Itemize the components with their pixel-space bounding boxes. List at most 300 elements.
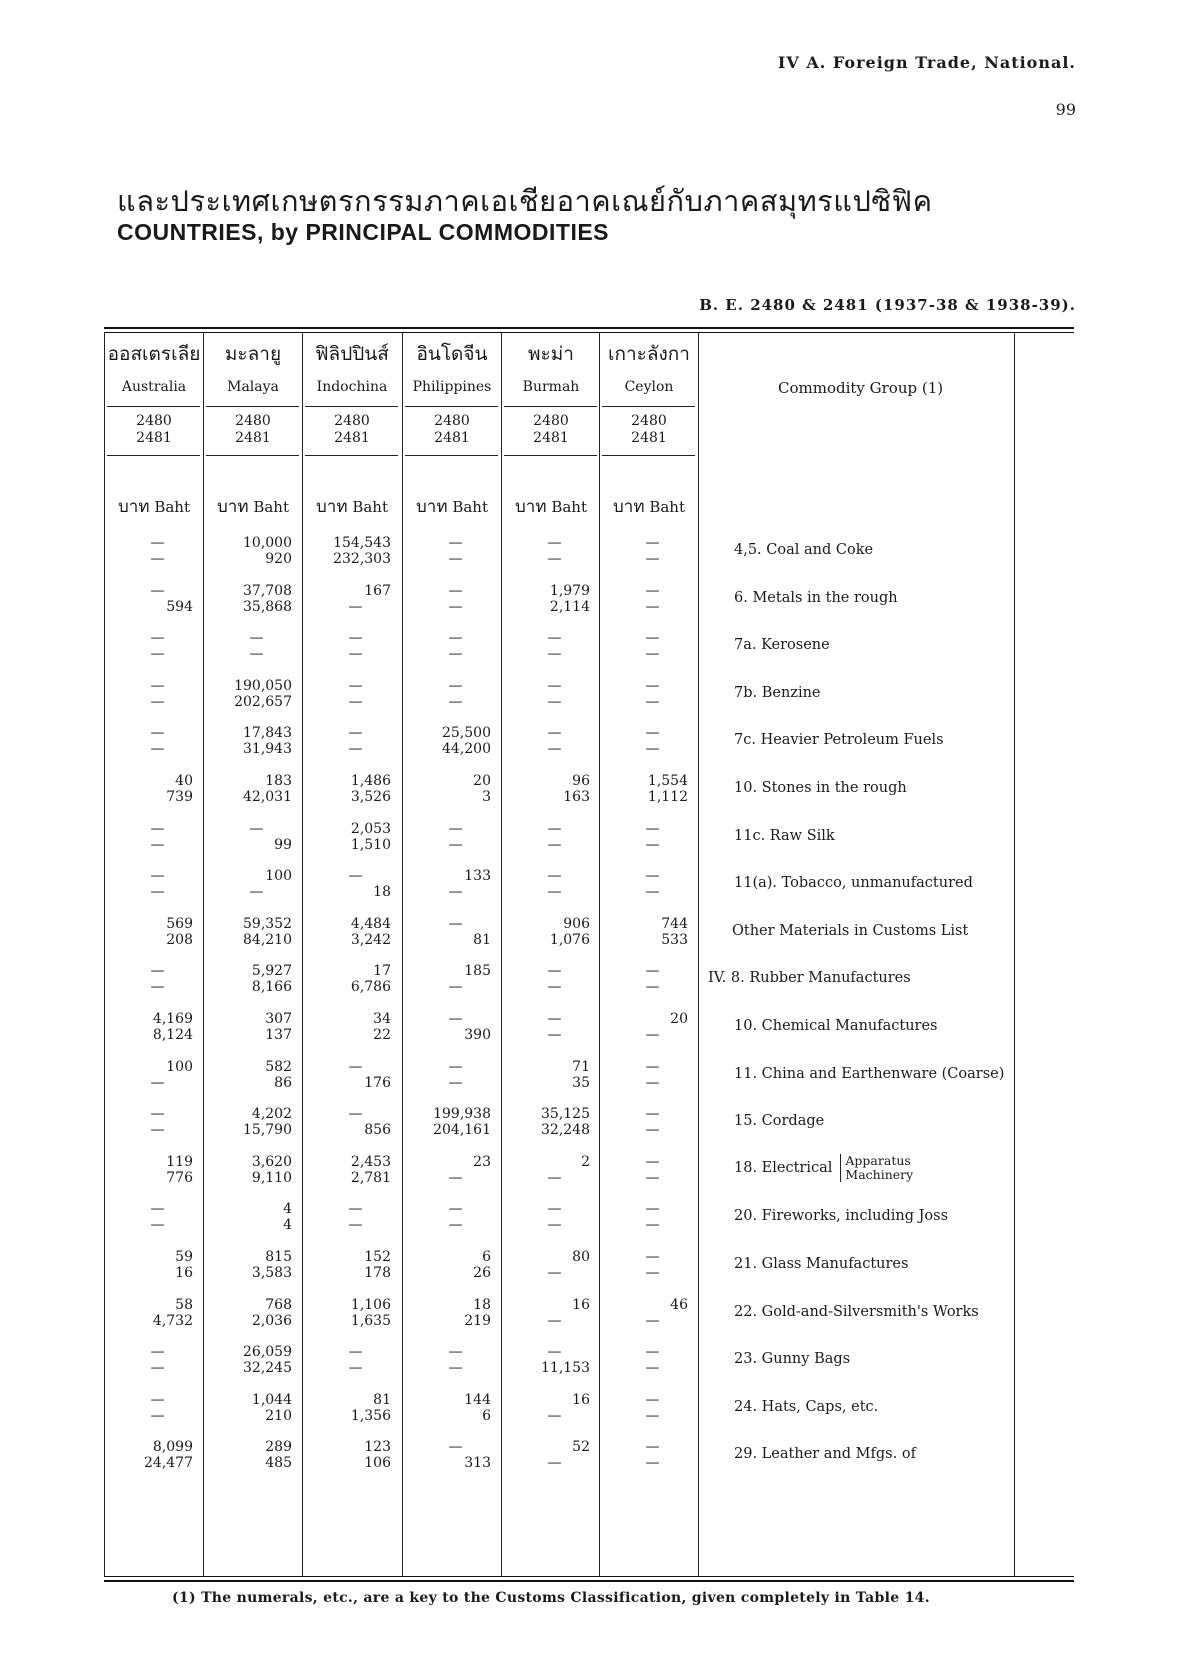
unit-label [599,493,699,520]
table-cell [509,868,590,900]
table-cell [607,1392,688,1424]
table-cell [509,1392,590,1424]
commodity-label [732,923,968,939]
value-2481: 1,076 [549,931,590,948]
table-cell [112,725,193,757]
value-2481: 856 [364,1122,391,1139]
table-cell [310,1344,391,1376]
value-2480: 18 [473,1296,491,1313]
value-2480: 123 [364,1439,391,1456]
value-2481: — [547,741,562,758]
value-2481: — [150,979,165,996]
value-2480: 8,099 [152,1439,193,1456]
table-cell [310,916,391,948]
table-cell [509,1106,590,1138]
value-2481: — [150,551,165,567]
column-header-thai: อินโดจีน [416,343,488,365]
table-cell [112,1439,193,1471]
value-2481: 6,786 [350,979,391,996]
value-2480: — [150,1344,165,1361]
value-2481: 18 [373,884,391,901]
value-2480: 10,000 [243,535,292,551]
column-header-thai: พะม่า [528,343,574,365]
table-cell [410,725,491,757]
value-2480: 2,453 [350,1153,391,1170]
value-2481: 3 [482,789,491,805]
value-2481: — [448,1217,463,1234]
value-2481: 776 [166,1169,193,1186]
header-rule [602,406,695,407]
table-cell [211,1344,292,1376]
value-2481: — [645,598,660,615]
value-2480: — [348,1058,363,1075]
value-2481: 1,510 [350,836,391,853]
column-header-thai: มะลายู [224,343,282,365]
value-2480: 80 [572,1249,590,1265]
page-title-thai: และประเทศเกษตรกรรมภาคเอเชียอาคเณย์กับภาคสมุทรแปซิฟิค [117,184,933,218]
commodity-label [734,1018,938,1034]
table-cell [410,1392,491,1424]
table-cell [112,963,193,995]
value-2480: — [150,725,165,742]
value-2481: — [448,1169,463,1186]
table-cell [310,678,391,710]
value-2480: — [645,1058,660,1075]
value-2481: — [547,1027,562,1043]
unit-label [402,493,502,520]
commodity-label [734,875,973,891]
value-2480: 4,202 [251,1106,292,1123]
value-2481: — [448,836,463,853]
value-2481: — [150,1407,165,1424]
header-rule [504,406,597,407]
value-2481: — [645,1027,660,1043]
column-years [501,413,601,447]
value-2480: — [645,1249,660,1265]
value-2480: 1,106 [350,1296,391,1313]
value-2481: 6 [482,1407,491,1424]
trade-table [104,327,1074,1582]
column-header-english: Australia [121,379,187,395]
year-label: 2481 [334,430,370,446]
value-2480: — [150,582,165,599]
value-2480: — [645,535,660,551]
table-cell [410,963,491,995]
value-2481: 16 [175,1265,193,1281]
table-cell [607,1059,688,1091]
value-2481: — [348,1360,363,1377]
table-cell [410,868,491,900]
table-cell [211,773,292,805]
commodity-label [734,732,944,748]
value-2481: 3,242 [350,931,391,948]
value-2481: — [150,646,165,663]
table-cell [211,1106,292,1138]
column-header [402,339,502,395]
value-2481: — [448,1360,463,1377]
commodity-label-text: 21. Glass Manufactures [734,1256,909,1272]
value-2480: 1,044 [251,1391,292,1408]
unit-english: Baht [154,498,190,516]
commodity-label-text: 18. Electrical [734,1159,833,1176]
value-2480: — [645,582,660,599]
value-2480: 20 [473,773,491,789]
column-header [501,339,601,395]
value-2480: — [645,820,660,837]
column-header-thai: ออสเตรเลีย [107,343,201,365]
value-2481: 26 [473,1265,491,1281]
value-2481: — [645,741,660,758]
value-2481: 178 [364,1265,391,1281]
table-cell [410,535,491,567]
commodity-label-text: 7a. Kerosene [734,637,830,654]
table-cell [410,1011,491,1043]
column-divider [1014,333,1015,1576]
table-cell [509,773,590,805]
value-2481: 42,031 [243,789,292,805]
value-2480: — [348,725,363,742]
table-cell [112,1011,193,1043]
value-2480: — [448,1201,463,1218]
value-2480: 59 [175,1249,193,1265]
column-header-thai: เกาะลังกา [608,343,690,365]
value-2480: 2 [581,1153,590,1170]
value-2480: 190,050 [234,677,292,694]
table-cell [211,1011,292,1043]
table-cell [607,1106,688,1138]
header-rule [305,406,398,407]
value-2480: — [150,1201,165,1218]
value-2480: — [448,1344,463,1361]
table-cell [607,1201,688,1233]
year-label: 2481 [434,430,470,446]
value-2480: 58 [175,1296,193,1313]
header-rule [405,406,498,407]
value-2481: 31,943 [243,741,292,758]
column-header-thai: ฟิลิปปินส์ [315,343,389,365]
value-2481: — [448,598,463,615]
table-cell [112,868,193,900]
value-2481: — [547,979,562,996]
table-cell [607,630,688,662]
header-rule [602,455,695,456]
value-2480: 20 [670,1011,688,1027]
year-label: 2480 [434,413,470,429]
value-2480: 16 [572,1296,590,1313]
value-2480: — [348,677,363,694]
value-2480: — [547,630,562,647]
value-2480: — [645,1344,660,1361]
value-2480: — [645,677,660,694]
value-2481: — [448,884,463,901]
value-2481: — [645,1169,660,1186]
value-2481: 4,732 [152,1312,193,1329]
year-label: 2480 [631,413,667,429]
value-2480: — [348,1201,363,1218]
commodity-label [734,1154,913,1182]
commodity-label-text: 10. Chemical Manufactures [734,1018,938,1034]
table-cell [607,821,688,853]
value-2480: 4,484 [350,915,391,932]
value-2480: — [645,630,660,647]
value-2481: — [249,646,264,663]
value-2480: — [249,630,264,647]
value-2481: 44,200 [442,741,491,758]
table-cell [211,678,292,710]
page-number: 99 [1055,100,1076,119]
table-cell [211,868,292,900]
value-2481: — [448,979,463,996]
header-rule [206,455,299,456]
unit-label [104,493,204,520]
column-header-english: Malaya [227,379,279,395]
unit-thai: บาท [416,497,448,517]
table-cell [211,1392,292,1424]
table-cell [310,1439,391,1471]
commodity-label-text: 15. Cordage [734,1113,825,1130]
table-cell [509,1059,590,1091]
header-rule [206,406,299,407]
table-cell [410,1154,491,1186]
value-2480: — [150,677,165,694]
value-2480: — [448,915,463,932]
table-cell [211,916,292,948]
table-cell [112,583,193,615]
value-2480: 154,543 [333,535,391,551]
value-2480: — [547,1011,562,1027]
value-2481: 176 [364,1074,391,1091]
value-2481: — [645,1312,660,1329]
value-2481: — [348,693,363,710]
header-rule [107,455,200,456]
value-2480: — [547,868,562,885]
value-2481: — [547,1169,562,1186]
value-2480: 46 [670,1296,688,1313]
table-cell [410,773,491,805]
year-label: 2480 [235,413,271,429]
table-cell [211,725,292,757]
value-2480: — [150,630,165,647]
table-cell [211,1249,292,1281]
table-cell [310,1297,391,1329]
column-header [599,339,699,395]
table-cell [509,535,590,567]
value-2480: 183 [265,773,292,789]
value-2480: — [645,1201,660,1218]
table-cell [509,916,590,948]
value-2480: 26,059 [243,1344,292,1361]
value-2481: 2,781 [350,1169,391,1186]
value-2480: 906 [563,915,590,932]
header-rule [305,455,398,456]
unit-label [302,493,402,520]
table-cell [607,868,688,900]
value-2480: 119 [166,1153,193,1170]
value-2480: 3,620 [251,1153,292,1170]
value-2481: — [348,598,363,615]
table-cell [607,678,688,710]
commodity-group-header: Commodity Group (1) [778,379,944,397]
value-2480: — [348,868,363,885]
table-cell [211,821,292,853]
table-cell [509,725,590,757]
table-cell [607,1439,688,1471]
commodity-label [734,1446,916,1462]
value-2481: — [150,1217,165,1234]
value-2481: 35 [572,1074,590,1091]
value-2480: — [645,725,660,742]
subgroup-label: Machinery [845,1166,914,1182]
value-2480: 2,053 [350,820,391,837]
value-2480: — [448,820,463,837]
table-cell [410,1439,491,1471]
table-cell [211,1297,292,1329]
value-2480: — [348,1106,363,1123]
value-2481: 4 [283,1217,292,1234]
value-2480: 1,486 [350,773,391,789]
value-2480: 37,708 [243,582,292,599]
value-2480: — [448,630,463,647]
value-2480: 569 [166,915,193,932]
value-2481: 9,110 [251,1169,292,1186]
commodity-label [708,970,911,986]
commodity-label-text: 6. Metals in the rough [734,589,898,606]
year-label: 2480 [533,413,569,429]
value-2480: — [448,582,463,599]
year-label: 2480 [334,413,370,429]
value-2481: — [348,1217,363,1234]
value-2480: 744 [661,915,688,932]
commodity-label-text: 22. Gold-and-Silversmith's Works [734,1303,979,1320]
commodity-label-text: 23. Gunny Bags [734,1351,851,1368]
value-2481: 3,583 [251,1265,292,1281]
table-cell [310,1106,391,1138]
electrical-subgroups [840,1154,913,1182]
value-2480: 307 [265,1011,292,1027]
value-2480: — [448,1058,463,1075]
value-2480: — [348,630,363,647]
column-header [104,339,204,395]
table-cell [607,1154,688,1186]
value-2481: — [547,884,562,901]
table-cell [112,1392,193,1424]
table-bottom-rule-inner [104,1576,1074,1577]
value-2481: 485 [265,1455,292,1472]
table-cell [607,535,688,567]
table-cell [607,1297,688,1329]
table-cell [310,1201,391,1233]
value-2481: 137 [265,1027,292,1043]
value-2480: — [150,1106,165,1123]
value-2480: — [150,963,165,980]
table-cell [509,963,590,995]
page-title-english: COUNTRIES, by PRINCIPAL COMMODITIES [117,219,610,245]
table-cell [607,1011,688,1043]
column-header-english: Philippines [412,379,492,395]
table-cell [211,1154,292,1186]
commodity-label-text: IV. 8. Rubber Manufactures [708,970,911,987]
value-2480: 199,938 [433,1106,491,1123]
table-bottom-rule [104,1580,1074,1582]
value-2481: — [645,1360,660,1377]
subgroup-label: Apparatus [845,1152,911,1168]
value-2480: — [547,725,562,742]
value-2480: 71 [572,1058,590,1075]
column-header-english: Ceylon [624,379,674,395]
year-label: 2480 [136,413,172,429]
table-cell [509,678,590,710]
unit-english: Baht [253,498,289,516]
value-2481: 1,635 [350,1312,391,1329]
value-2481: 84,210 [243,931,292,948]
value-2481: — [348,741,363,758]
table-cell [211,1201,292,1233]
table-cell [112,1344,193,1376]
value-2481: 3,526 [350,789,391,805]
value-2480: 185 [464,963,491,980]
value-2481: 32,248 [541,1122,590,1139]
value-2481: 232,303 [333,551,391,567]
value-2481: — [645,1265,660,1281]
value-2480: 133 [464,868,491,885]
commodity-label [734,780,907,796]
table-cell [310,1011,391,1043]
value-2480: — [448,535,463,551]
table-top-rule [104,327,1074,329]
unit-label [501,493,601,520]
unit-english: Baht [551,498,587,516]
value-2480: 5,927 [251,963,292,980]
header-rule [504,455,597,456]
value-2481: 313 [464,1455,491,1472]
value-2480: 167 [364,582,391,599]
table-cell [509,1297,590,1329]
table-cell [112,678,193,710]
value-2481: 163 [563,789,590,805]
value-2481: 594 [166,598,193,615]
value-2480: — [645,1439,660,1456]
table-cell [310,583,391,615]
value-2480: 4,169 [152,1011,193,1027]
value-2481: — [348,646,363,663]
table-cell [211,963,292,995]
value-2481: 2,114 [549,598,590,615]
table-cell [410,916,491,948]
value-2481: — [547,1312,562,1329]
commodity-label-text: 24. Hats, Caps, etc. [734,1398,879,1415]
value-2481: — [645,836,660,853]
value-2481: — [547,1407,562,1424]
value-2480: — [547,963,562,980]
commodity-label-text: 10. Stones in the rough [734,780,907,796]
table-cell [112,1249,193,1281]
table-cell [211,583,292,615]
table-cell [607,1344,688,1376]
table-cell [310,630,391,662]
value-2481: 202,657 [234,693,292,710]
unit-thai: บาท [217,497,249,517]
value-2481: 15,790 [243,1122,292,1139]
value-2480: — [448,1439,463,1456]
value-2481: — [645,979,660,996]
value-2480: 17,843 [243,725,292,742]
table-cell [112,630,193,662]
value-2480: — [645,1153,660,1170]
value-2480: — [645,1106,660,1123]
value-2481: — [150,693,165,710]
value-2481: — [448,551,463,567]
table-cell [310,1392,391,1424]
